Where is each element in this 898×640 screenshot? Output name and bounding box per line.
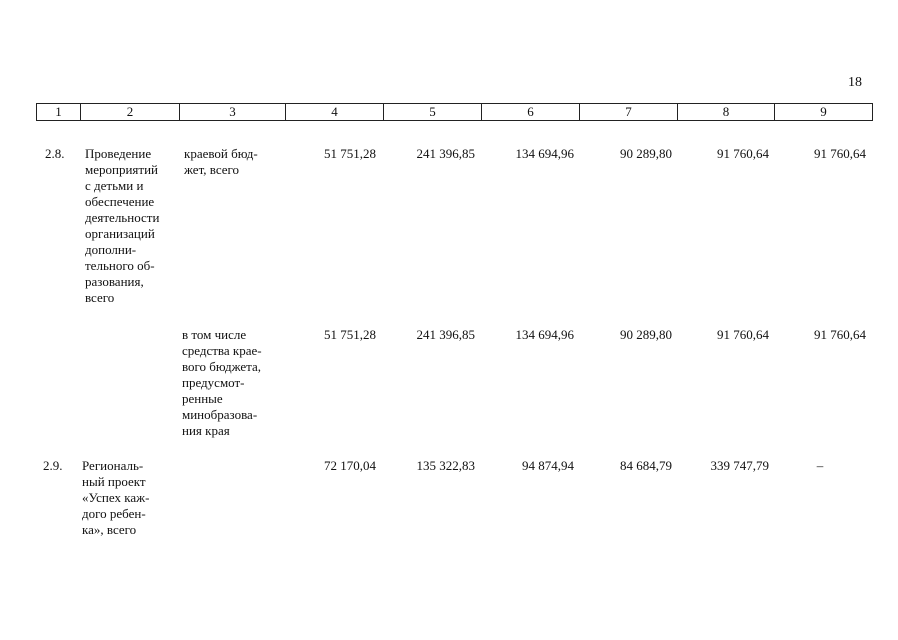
column-number: 8 bbox=[678, 104, 775, 121]
value-col9: 91 760,64 bbox=[814, 146, 866, 161]
value-col7: 84 684,79 bbox=[620, 458, 672, 473]
value-col8: 91 760,64 bbox=[717, 146, 769, 161]
value-col6: 134 694,96 bbox=[515, 327, 574, 342]
measure-name: Региональ- ный проект «Успех каж- дого ребен- ка», всего bbox=[82, 458, 150, 537]
value-col7: 90 289,80 bbox=[620, 146, 672, 161]
column-number: 2 bbox=[81, 104, 180, 121]
page-number: 18 bbox=[848, 75, 862, 90]
column-number-header bbox=[36, 103, 873, 121]
value-col8: 339 747,79 bbox=[710, 458, 769, 473]
value-col6: 94 874,94 bbox=[522, 458, 574, 473]
column-number: 7 bbox=[580, 104, 678, 121]
row-number: 2.8. bbox=[45, 146, 65, 161]
value-col4: 51 751,28 bbox=[324, 327, 376, 342]
column-number: 5 bbox=[384, 104, 482, 121]
column-number: 6 bbox=[482, 104, 580, 121]
column-number: 9 bbox=[775, 104, 873, 121]
column-number: 4 bbox=[286, 104, 384, 121]
value-col5: 241 396,85 bbox=[416, 146, 475, 161]
value-col5: 135 322,83 bbox=[416, 458, 475, 473]
funding-source: в том числе средства крае- вого бюджета, предусмот- ренные минобразова- ния края bbox=[182, 327, 262, 438]
column-number: 1 bbox=[37, 104, 81, 121]
measure-name: Проведение мероприятий с детьми и обеспечение деятельности организаций дополни- тельного об- разования, всего bbox=[85, 146, 160, 305]
row-number: 2.9. bbox=[43, 458, 63, 473]
value-col5: 241 396,85 bbox=[416, 327, 475, 342]
value-col9: 91 760,64 bbox=[814, 327, 866, 342]
value-col7: 90 289,80 bbox=[620, 327, 672, 342]
column-number: 3 bbox=[180, 104, 286, 121]
value-col8: 91 760,64 bbox=[717, 327, 769, 342]
value-col6: 134 694,96 bbox=[515, 146, 574, 161]
funding-source: краевой бюд- жет, всего bbox=[184, 146, 258, 177]
value-col4: 72 170,04 bbox=[324, 458, 376, 473]
value-col4: 51 751,28 bbox=[324, 146, 376, 161]
value-col9: – bbox=[816, 458, 824, 473]
